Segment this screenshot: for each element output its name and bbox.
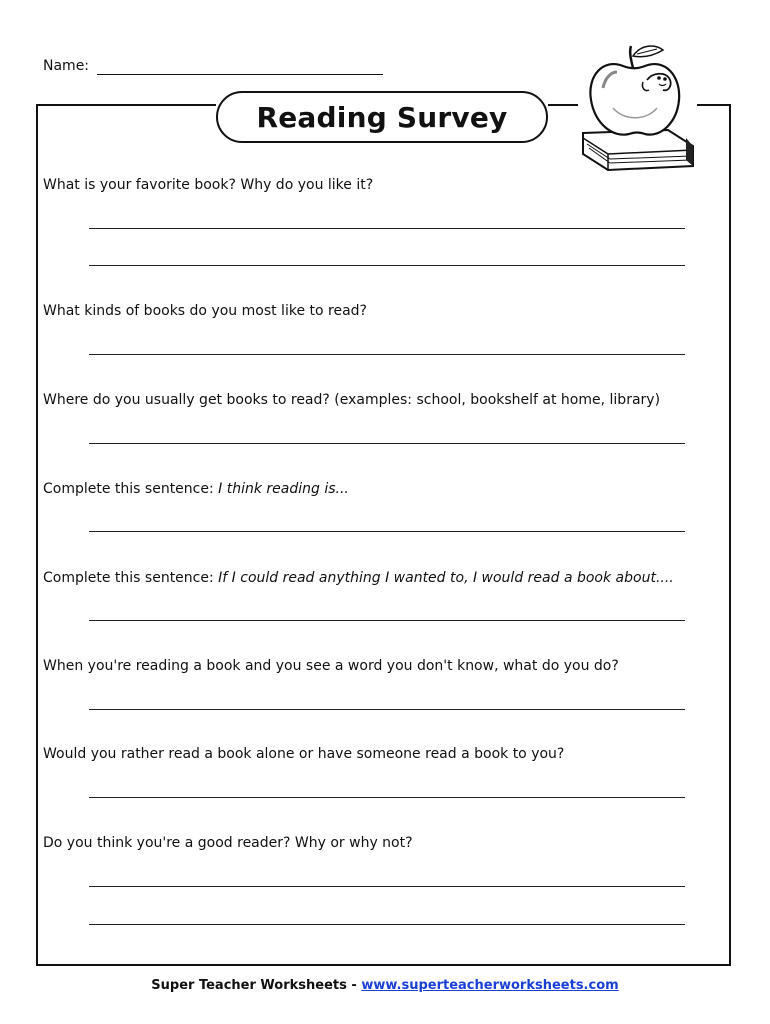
frame-top-edge-right [697,104,731,106]
answer-line[interactable] [89,886,685,887]
title-banner [216,91,548,143]
answer-line[interactable] [89,797,685,798]
question-4: Complete this sentence: I think reading is... [43,481,349,497]
answer-line[interactable] [89,443,685,444]
answer-line[interactable] [89,531,685,532]
footer-separator: - [346,978,362,993]
answer-line[interactable] [89,620,685,621]
footer-brand: Super Teacher Worksheets [151,978,347,993]
question-1: What is your favorite book? Why do you like it? [43,177,374,193]
footer [0,978,770,993]
question-7: Would you rather read a book alone or have someone read a book to you? [43,746,565,762]
question-3: Where do you usually get books to read? (examples: school, bookshelf at home, library) [43,392,661,408]
page-title: Reading Survey [256,100,508,134]
question-6: When you're reading a book and you see a word you don't know, what do you do? [43,658,619,674]
question-5: Complete this sentence: If I could read anything I wanted to, I would read a book about.... [43,570,674,586]
answer-line[interactable] [89,228,685,229]
answer-line[interactable] [89,265,685,266]
name-field[interactable] [97,74,383,75]
name-label: Name: [43,58,90,74]
question-2: What kinds of books do you most like to read? [43,303,367,319]
answer-line[interactable] [89,924,685,925]
answer-line[interactable] [89,354,685,355]
answer-line[interactable] [89,709,685,710]
frame-top-edge-left [36,104,216,106]
apple-on-books-icon [573,38,701,173]
footer-link[interactable]: www.superteacherworksheets.com [361,978,619,993]
question-8: Do you think you're a good reader? Why or why not? [43,835,413,851]
